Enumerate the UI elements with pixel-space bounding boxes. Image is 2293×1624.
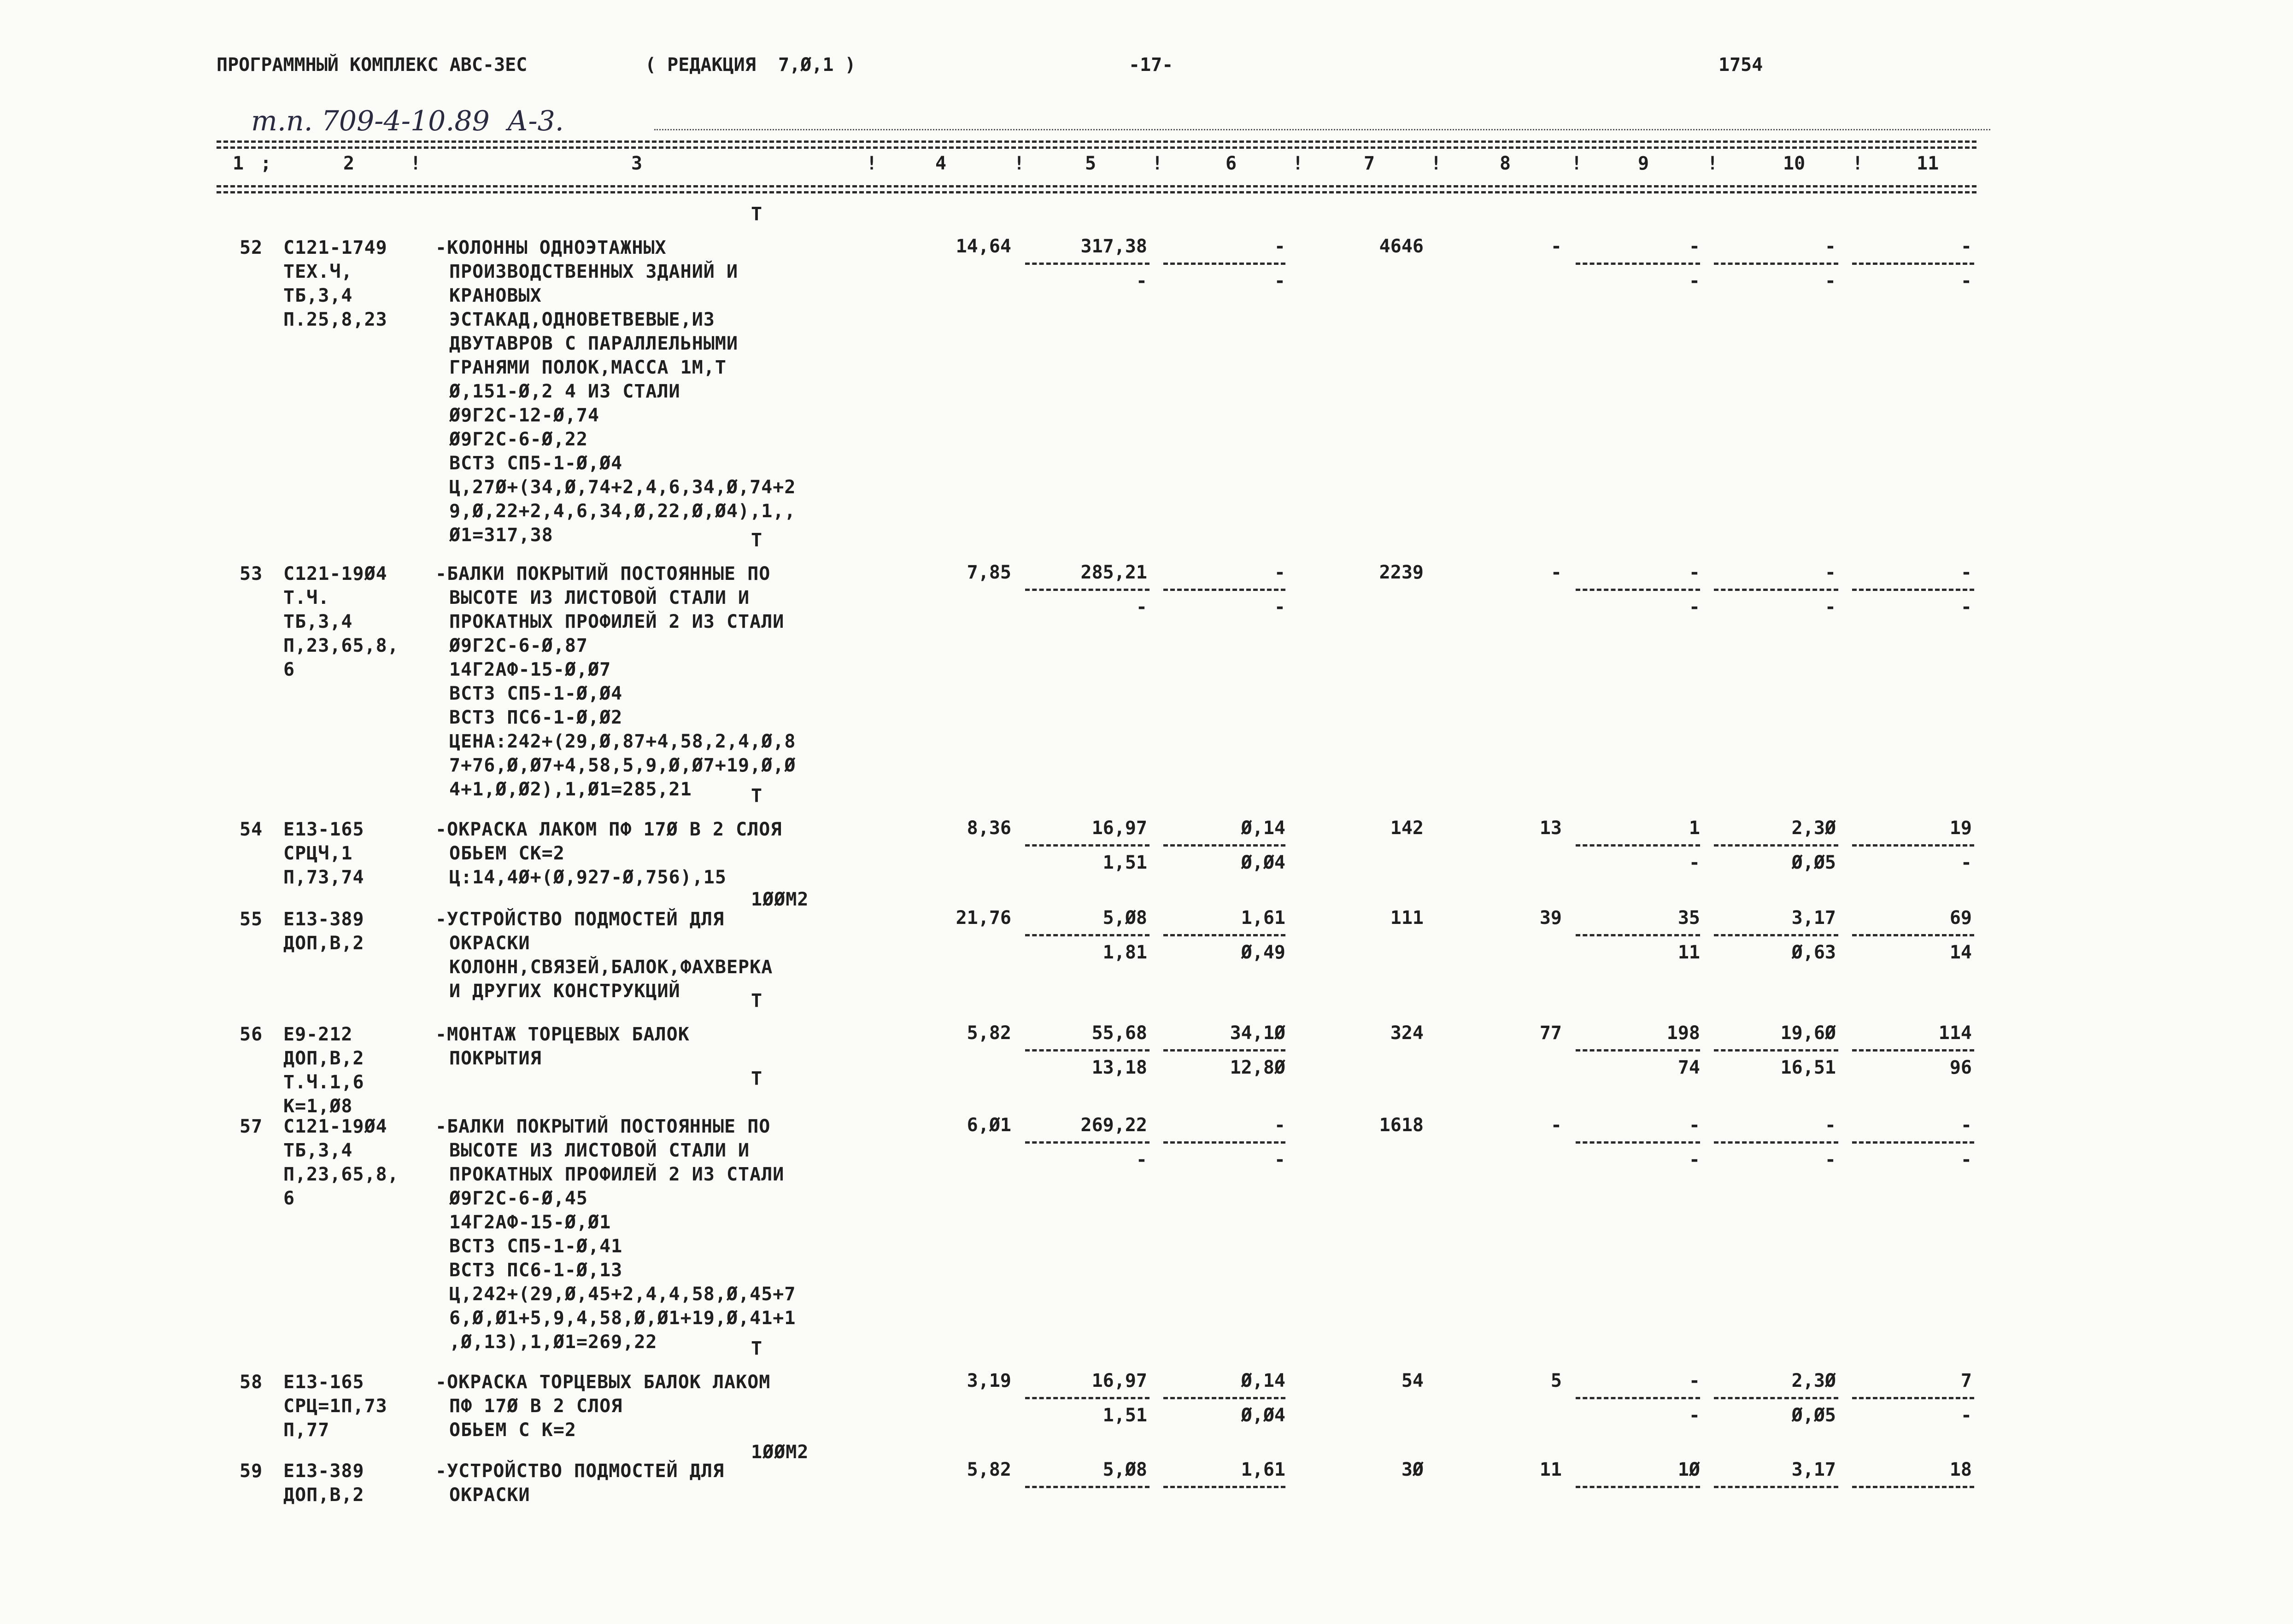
row-code-line: СРЦ=1П,73 <box>283 1396 387 1417</box>
row-description-line: 14Г2АФ-15-Ø,Ø7 <box>449 659 611 680</box>
cell-c11: - <box>1960 562 1972 583</box>
cell-c5: 285,21 <box>1080 562 1147 583</box>
row-code-line: С121-19Ø4 <box>283 1116 387 1137</box>
cell-c8: 5 <box>1550 1370 1562 1391</box>
cell-c8: 13 <box>1539 818 1562 839</box>
row-description-line: ПРОИЗВОДСТВЕННЫХ ЗДАНИЙ И <box>449 261 739 282</box>
cell-c9-secondary: - <box>1689 852 1700 873</box>
cell-divider-c10 <box>1714 263 1838 265</box>
column-separator: ! <box>1152 153 1163 174</box>
row-description-line: ПРОКАТНЫХ ПРОФИЛЕЙ 2 ИЗ СТАЛИ <box>449 611 785 632</box>
cell-c9-secondary: - <box>1689 1149 1700 1170</box>
cell-c9: 198 <box>1666 1022 1700 1044</box>
cell-divider-c5 <box>1025 1049 1149 1052</box>
row-description-line: -БАЛКИ ПОКРЫТИЙ ПОСТОЯННЫЕ ПО <box>435 1116 771 1137</box>
column-separator: ; <box>260 153 272 174</box>
cell-c11-secondary: 96 <box>1949 1057 1972 1078</box>
cell-c9: - <box>1689 1115 1700 1136</box>
row-code-line: ТБ,3,4 <box>283 1140 353 1161</box>
cell-c4: 21,76 <box>956 907 1011 929</box>
header-dotted-line <box>654 129 1990 130</box>
row-description-line: КРАНОВЫХ <box>449 285 542 306</box>
cell-divider-c5 <box>1025 1486 1149 1488</box>
cell-c6: 34,1Ø <box>1230 1022 1285 1044</box>
row-description-line: ЭСТАКАД,ОДНОВЕТВЕВЫЕ,ИЗ <box>449 309 715 330</box>
cell-c4: 3,19 <box>967 1370 1011 1391</box>
cell-c10: - <box>1824 1115 1836 1136</box>
cell-c4: 7,85 <box>967 562 1011 583</box>
column-separator: ! <box>1014 153 1025 174</box>
cell-divider-c5 <box>1025 263 1149 265</box>
cell-divider-c5 <box>1025 589 1149 591</box>
row-number: 56 <box>240 1024 263 1045</box>
column-separator: ! <box>1852 153 1864 174</box>
cell-c4: 5,82 <box>967 1459 1011 1480</box>
row-description-line: КОЛОНН,СВЯЗЕЙ,БАЛОК,ФАХВЕРКА <box>449 957 773 978</box>
row-number: 52 <box>240 237 263 258</box>
cell-divider-c6 <box>1163 934 1285 936</box>
row-code-line: П,23,65,8, <box>283 1164 399 1185</box>
cell-c10-secondary: - <box>1824 1149 1836 1170</box>
row-description-line: ВСТ3 ПС6-1-Ø,13 <box>449 1260 623 1281</box>
cell-divider-c11 <box>1852 1397 1974 1399</box>
cell-divider-c10 <box>1714 1397 1838 1399</box>
row-description-line: ВСТ3 ПС6-1-Ø,Ø2 <box>449 707 623 728</box>
cell-c5-secondary: 1,81 <box>1103 942 1147 963</box>
row-description-line: ПОКРЫТИЯ <box>449 1048 542 1069</box>
row-code-line: 6 <box>283 1188 295 1209</box>
cell-c7: 2239 <box>1379 562 1424 583</box>
row-number: 54 <box>240 819 263 840</box>
cell-c11-secondary: - <box>1960 1405 1972 1426</box>
cell-divider-c9 <box>1576 1486 1700 1488</box>
cell-c10-secondary: Ø,Ø5 <box>1791 1405 1836 1426</box>
cell-c4: 8,36 <box>967 818 1011 839</box>
cell-divider-c6 <box>1163 1141 1285 1144</box>
row-description-line: Ø9Г2С-6-Ø,87 <box>449 635 588 656</box>
row-description-line: И ДРУГИХ КОНСТРУКЦИЙ <box>449 981 680 1002</box>
row-description-line: Ц,27Ø+(34,Ø,74+2,4,6,34,Ø,74+2 <box>449 477 796 498</box>
row-code-line: С121-19Ø4 <box>283 563 387 584</box>
cell-c5: 16,97 <box>1091 1370 1147 1391</box>
cell-divider-c9 <box>1576 844 1700 847</box>
cell-divider-c9 <box>1576 934 1700 936</box>
row-description-line: ВЫСОТЕ ИЗ ЛИСТОВОЙ СТАЛИ И <box>449 1140 750 1161</box>
cell-divider-c11 <box>1852 1141 1974 1144</box>
row-description-line: ВСТ3 СП5-1-Ø,Ø4 <box>449 683 623 704</box>
cell-divider-c6 <box>1163 589 1285 591</box>
column-separator: ! <box>1431 153 1442 174</box>
column-header-9: 9 <box>1638 153 1649 174</box>
column-header-2: 2 <box>343 153 355 174</box>
cell-c5: 5,Ø8 <box>1103 1459 1147 1480</box>
row-number: 59 <box>240 1460 263 1482</box>
cell-c11: 18 <box>1949 1459 1972 1480</box>
row-description-line: ПРОКАТНЫХ ПРОФИЛЕЙ 2 ИЗ СТАЛИ <box>449 1164 785 1185</box>
row-code-line: Т.Ч.1,6 <box>283 1072 364 1093</box>
cell-c9: - <box>1689 1370 1700 1391</box>
row-code-line: ДОП,В,2 <box>283 1484 364 1506</box>
column-separator: ! <box>1571 153 1583 174</box>
cell-divider-c11 <box>1852 844 1974 847</box>
row-unit: Т <box>751 1068 763 1089</box>
row-description-line: ОБЬЕМ С К=2 <box>449 1420 576 1441</box>
cell-c7: 324 <box>1390 1022 1424 1044</box>
cell-c7: 111 <box>1390 907 1424 929</box>
row-description-line: Ø1=317,38 <box>449 525 553 546</box>
cell-c11-secondary: - <box>1960 270 1972 292</box>
row-description-line: 4+1,Ø,Ø2),1,Ø1=285,21 <box>449 779 692 800</box>
cell-divider-c5 <box>1025 844 1149 847</box>
row-description-line: ОБЬЕМ СК=2 <box>449 843 565 864</box>
cell-c6-secondary: Ø,Ø4 <box>1241 1405 1285 1426</box>
unit-marker: Т <box>751 530 762 551</box>
cell-c11: 114 <box>1938 1022 1972 1044</box>
cell-divider-c5 <box>1025 1141 1149 1144</box>
cell-c11-secondary: - <box>1960 596 1972 618</box>
cell-c11: 69 <box>1949 907 1972 929</box>
row-number: 58 <box>240 1372 263 1393</box>
unit-marker: Т <box>751 1338 762 1359</box>
row-code-line: ДОП,В,2 <box>283 933 364 954</box>
column-separator: ! <box>410 153 422 174</box>
cell-divider-c10 <box>1714 1486 1838 1488</box>
cell-c11-secondary: - <box>1960 1149 1972 1170</box>
row-code-line: 6 <box>283 659 295 680</box>
cell-divider-c5 <box>1025 1397 1149 1399</box>
cell-c10: 3,17 <box>1791 907 1836 929</box>
cell-c7: 142 <box>1390 818 1424 839</box>
cell-divider-c6 <box>1163 263 1285 265</box>
cell-c5: 269,22 <box>1080 1115 1147 1136</box>
row-code-line: СРЦЧ,1 <box>283 843 353 864</box>
cell-c9-secondary: 74 <box>1677 1057 1700 1078</box>
row-description-line: 9,Ø,22+2,4,6,34,Ø,22,Ø,Ø4),1,, <box>449 501 796 522</box>
page-number: -17- <box>1129 54 1173 76</box>
table-header-bottom-rule-2 <box>217 191 1976 193</box>
cell-divider-c6 <box>1163 1049 1285 1052</box>
row-code-line: П,23,65,8, <box>283 635 399 656</box>
column-separator: ! <box>866 153 878 174</box>
cell-c6: Ø,14 <box>1241 818 1285 839</box>
cell-c9-secondary: - <box>1689 596 1700 618</box>
table-header-bottom-rule <box>217 185 1976 187</box>
row-unit: 1ØØМ2 <box>751 889 809 910</box>
cell-divider-c6 <box>1163 1486 1285 1488</box>
sheet-number: 1754 <box>1718 54 1763 76</box>
cell-c10: - <box>1824 562 1836 583</box>
cell-c9: 1 <box>1689 818 1700 839</box>
row-description-line: ВЫСОТЕ ИЗ ЛИСТОВОЙ СТАЛИ И <box>449 587 750 608</box>
cell-c9: 1Ø <box>1677 1459 1700 1480</box>
row-code-line: С121-1749 <box>283 237 387 258</box>
cell-divider-c9 <box>1576 1397 1700 1399</box>
row-code-line: ДОП,В,2 <box>283 1048 364 1069</box>
cell-divider-c6 <box>1163 844 1285 847</box>
cell-c4: 6,Ø1 <box>967 1115 1011 1136</box>
cell-c5-secondary: 1,51 <box>1103 852 1147 873</box>
cell-divider-c6 <box>1163 1397 1285 1399</box>
cell-c6: - <box>1274 1115 1285 1136</box>
cell-c6: 1,61 <box>1241 1459 1285 1480</box>
cell-c10-secondary: 16,51 <box>1780 1057 1836 1078</box>
cell-c6-secondary: - <box>1274 270 1285 292</box>
row-description-line: Ø9Г2С-12-Ø,74 <box>449 405 600 426</box>
cell-divider-c9 <box>1576 1049 1700 1052</box>
cell-c9-secondary: - <box>1689 270 1700 292</box>
row-code-line: Т.Ч. <box>283 587 330 608</box>
row-number: 53 <box>240 563 263 584</box>
cell-c11: 19 <box>1949 818 1972 839</box>
row-code-line: Е13-389 <box>283 1460 364 1482</box>
cell-c5-secondary: 13,18 <box>1091 1057 1147 1078</box>
cell-c6: - <box>1274 236 1285 257</box>
cell-c6-secondary: - <box>1274 1149 1285 1170</box>
cell-c7: 54 <box>1401 1370 1424 1391</box>
row-code-line: ТБ,3,4 <box>283 285 353 306</box>
cell-c9-secondary: 11 <box>1677 942 1700 963</box>
cell-c6-secondary: 12,8Ø <box>1230 1057 1285 1078</box>
row-code-line: П,73,74 <box>283 867 364 888</box>
column-header-11: 11 <box>1917 153 1939 174</box>
cell-c10: 19,6Ø <box>1780 1022 1836 1044</box>
cell-c8: 11 <box>1539 1459 1562 1480</box>
table-top-rule <box>217 140 1976 143</box>
row-description-line: -ОКРАСКА ТОРЦЕВЫХ БАЛОК ЛАКОМ <box>435 1372 771 1393</box>
row-description-line: 14Г2АФ-15-Ø,Ø1 <box>449 1212 611 1233</box>
row-description-line: ВСТ3 СП5-1-Ø,41 <box>449 1236 623 1257</box>
cell-c9: 35 <box>1677 907 1700 929</box>
cell-c10-secondary: - <box>1824 596 1836 618</box>
row-code-line: Е9-212 <box>283 1024 353 1045</box>
cell-c5: 317,38 <box>1080 236 1147 257</box>
cell-c4: 5,82 <box>967 1022 1011 1044</box>
row-description-line: ГРАНЯМИ ПОЛОК,МАССА 1М,Т <box>449 357 727 378</box>
cell-c10: 3,17 <box>1791 1459 1836 1480</box>
row-code-line: П.25,8,23 <box>283 309 387 330</box>
row-description-line: ОКРАСКИ <box>449 1484 530 1506</box>
cell-c5: 16,97 <box>1091 818 1147 839</box>
cell-c10: 2,3Ø <box>1791 1370 1836 1391</box>
cell-c4: 14,64 <box>956 236 1011 257</box>
cell-c10-secondary: Ø,63 <box>1791 942 1836 963</box>
cell-c11-secondary: 14 <box>1949 942 1972 963</box>
cell-c9: - <box>1689 236 1700 257</box>
row-description-line: -УСТРОЙСТВО ПОДМОСТЕЙ ДЛЯ <box>435 909 725 930</box>
row-description-line: ПФ 17Ø В 2 СЛОЯ <box>449 1396 623 1417</box>
cell-c7: 3Ø <box>1401 1459 1424 1480</box>
cell-divider-c11 <box>1852 263 1974 265</box>
cell-c8: - <box>1550 1115 1562 1136</box>
cell-c6: Ø,14 <box>1241 1370 1285 1391</box>
handwritten-project-code: т.п. 709-4-10.89 А-3. <box>251 105 564 137</box>
cell-c8: 39 <box>1539 907 1562 929</box>
row-description-line: -МОНТАЖ ТОРЦЕВЫХ БАЛОК <box>435 1024 690 1045</box>
cell-divider-c11 <box>1852 589 1974 591</box>
cell-divider-c10 <box>1714 934 1838 936</box>
cell-c6-secondary: - <box>1274 596 1285 618</box>
cell-c5: 5,Ø8 <box>1103 907 1147 929</box>
cell-c5-secondary: - <box>1136 270 1147 292</box>
row-description-line: 6,Ø,Ø1+5,9,4,58,Ø,Ø1+19,Ø,41+1 <box>449 1308 796 1329</box>
cell-c6-secondary: Ø,49 <box>1241 942 1285 963</box>
cell-divider-c10 <box>1714 844 1838 847</box>
cell-divider-c11 <box>1852 934 1974 936</box>
cell-c6: 1,61 <box>1241 907 1285 929</box>
cell-c5-secondary: 1,51 <box>1103 1405 1147 1426</box>
cell-divider-c10 <box>1714 1141 1838 1144</box>
row-description-line: -ОКРАСКА ЛАКОМ ПФ 17Ø В 2 СЛОЯ <box>435 819 782 840</box>
column-header-4: 4 <box>935 153 947 174</box>
cell-divider-c9 <box>1576 589 1700 591</box>
cell-c8: - <box>1550 562 1562 583</box>
cell-c5: 55,68 <box>1091 1022 1147 1044</box>
cell-divider-c11 <box>1852 1486 1974 1488</box>
column-header-3: 3 <box>631 153 643 174</box>
column-header-6: 6 <box>1226 153 1237 174</box>
cell-c5-secondary: - <box>1136 1149 1147 1170</box>
column-header-5: 5 <box>1085 153 1097 174</box>
cell-c7: 4646 <box>1379 236 1424 257</box>
cell-c8: 77 <box>1539 1022 1562 1044</box>
row-code-line: Е13-165 <box>283 1372 364 1393</box>
cell-c9-secondary: - <box>1689 1405 1700 1426</box>
column-header-8: 8 <box>1500 153 1511 174</box>
row-number: 55 <box>240 909 263 930</box>
row-description-line: -УСТРОЙСТВО ПОДМОСТЕЙ ДЛЯ <box>435 1460 725 1482</box>
row-code-line: К=1,Ø8 <box>283 1096 353 1117</box>
row-number: 57 <box>240 1116 263 1137</box>
row-code-line: ТЕХ.Ч, <box>283 261 353 282</box>
column-header-1: 1 <box>233 153 244 174</box>
cell-c8: - <box>1550 236 1562 257</box>
row-description-line: ОКРАСКИ <box>449 933 530 954</box>
row-description-line: ДВУТАВРОВ С ПАРАЛЛЕЛЬНЫМИ <box>449 333 739 354</box>
cell-divider-c10 <box>1714 589 1838 591</box>
unit-marker: Т <box>751 785 762 806</box>
row-description-line: ЦЕНА:242+(29,Ø,87+4,58,2,4,Ø,8 <box>449 731 796 752</box>
cell-c11-secondary: - <box>1960 852 1972 873</box>
row-code-line: Е13-165 <box>283 819 364 840</box>
cell-divider-c9 <box>1576 263 1700 265</box>
row-code-line: П,77 <box>283 1420 330 1441</box>
row-description-line: -КОЛОННЫ ОДНОЭТАЖНЫХ <box>435 237 667 258</box>
unit-marker: Т <box>751 204 762 225</box>
row-code-line: Е13-389 <box>283 909 364 930</box>
column-header-7: 7 <box>1364 153 1375 174</box>
unit-marker: Т <box>751 990 762 1011</box>
row-code-line: ТБ,3,4 <box>283 611 353 632</box>
table-top-rule-2 <box>217 146 1976 149</box>
cell-c6: - <box>1274 562 1285 583</box>
row-description-line: Ø,151-Ø,2 4 ИЗ СТАЛИ <box>449 381 680 402</box>
cell-divider-c5 <box>1025 934 1149 936</box>
row-description-line: 7+76,Ø,Ø7+4,58,5,9,Ø,Ø7+19,Ø,Ø <box>449 755 796 776</box>
column-separator: ! <box>1707 153 1718 174</box>
cell-c5-secondary: - <box>1136 596 1147 618</box>
cell-divider-c9 <box>1576 1141 1700 1144</box>
cell-c10: 2,3Ø <box>1791 818 1836 839</box>
row-description-line: ,Ø,13),1,Ø1=269,22 <box>449 1332 657 1353</box>
row-description-line: Ц,242+(29,Ø,45+2,4,4,58,Ø,45+7 <box>449 1284 796 1305</box>
cell-divider-c10 <box>1714 1049 1838 1052</box>
column-separator: ! <box>1292 153 1304 174</box>
cell-c7: 1618 <box>1379 1115 1424 1136</box>
cell-c10: - <box>1824 236 1836 257</box>
edition-label: ( РЕДАКЦИЯ 7,Ø,1 ) <box>645 54 856 76</box>
cell-c11: - <box>1960 1115 1972 1136</box>
program-title: ПРОГРАММНЫЙ КОМПЛЕКС АВС-3ЕС <box>217 54 528 76</box>
row-description-line: Ø9Г2С-6-Ø,45 <box>449 1188 588 1209</box>
cell-divider-c11 <box>1852 1049 1974 1052</box>
column-header-10: 10 <box>1783 153 1806 174</box>
row-description-line: Ø9Г2С-6-Ø,22 <box>449 429 588 450</box>
cell-c6-secondary: Ø,Ø4 <box>1241 852 1285 873</box>
cell-c11: - <box>1960 236 1972 257</box>
row-unit: 1ØØМ2 <box>751 1442 809 1463</box>
row-description-line: -БАЛКИ ПОКРЫТИЙ ПОСТОЯННЫЕ ПО <box>435 563 771 584</box>
cell-c10-secondary: Ø,Ø5 <box>1791 852 1836 873</box>
cell-c11: 7 <box>1960 1370 1972 1391</box>
cell-c10-secondary: - <box>1824 270 1836 292</box>
row-description-line: ВСТ3 СП5-1-Ø,Ø4 <box>449 453 623 474</box>
row-description-line: Ц:14,4Ø+(Ø,927-Ø,756),15 <box>449 867 727 888</box>
cell-c9: - <box>1689 562 1700 583</box>
